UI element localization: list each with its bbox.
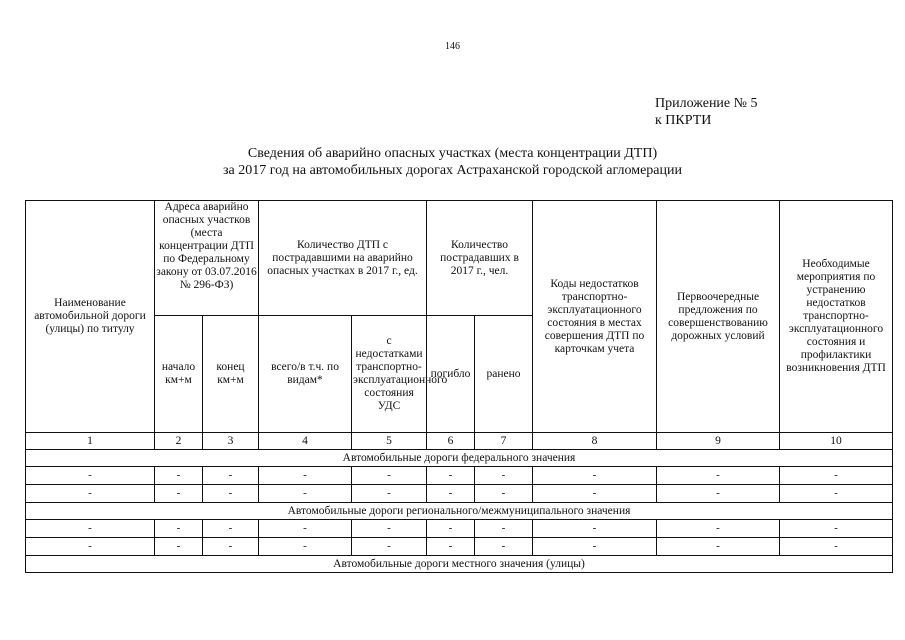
table-cell: - [533, 467, 657, 485]
table-row [26, 485, 893, 503]
document-title [0, 145, 905, 179]
table-cell: - [780, 538, 893, 556]
appendix-line-2: к ПКРТИ [655, 113, 712, 128]
section-title: Автомобильные дороги местного значения (улицы) [26, 556, 893, 573]
table-cell: - [26, 467, 155, 485]
header-codes: Коды недостатков транспортно-эксплуатационного состояния в местах совершения ДТП по карточкам учета [533, 201, 657, 433]
appendix-line-1: Приложение № 5 [655, 96, 758, 111]
table-cell: - [352, 467, 427, 485]
table-cell: - [155, 485, 203, 503]
table-cell: - [780, 467, 893, 485]
table-cell: - [203, 485, 259, 503]
header-end: конец км+м [203, 316, 259, 433]
appendix-label [655, 95, 758, 129]
table-cell: - [427, 538, 475, 556]
column-number: 1 [26, 433, 155, 450]
section-header-row [26, 450, 893, 467]
header-measures: Необходимые мероприятия по устранению недостатков транспортно-эксплуатационного состояния и профилактики возникновения ДТП [780, 201, 893, 433]
table-cell: - [475, 520, 533, 538]
column-number: 4 [259, 433, 352, 450]
header-start: начало км+м [155, 316, 203, 433]
table-row [26, 520, 893, 538]
section-title: Автомобильные дороги регионального/межмуниципального значения [26, 503, 893, 520]
table-cell: - [657, 485, 780, 503]
header-proposals: Первоочередные предложения по совершенствованию дорожных условий [657, 201, 780, 433]
table-cell: - [155, 467, 203, 485]
table-cell: - [352, 520, 427, 538]
table-cell: - [26, 520, 155, 538]
table-cell: - [657, 538, 780, 556]
table-row [26, 538, 893, 556]
header-road-name: Наименование автомобильной дороги (улицы) по титулу [26, 201, 155, 433]
table-cell: - [780, 485, 893, 503]
table-cell: - [203, 520, 259, 538]
table-cell: - [26, 538, 155, 556]
table-cell: - [259, 538, 352, 556]
table-cell: - [155, 520, 203, 538]
table-cell: - [657, 520, 780, 538]
section-header-row [26, 503, 893, 520]
header-victims: Количество пострадавших в 2017 г., чел. [427, 201, 533, 316]
table-row [26, 467, 893, 485]
dangerous-sections-table [25, 200, 893, 573]
table-cell: - [780, 520, 893, 538]
table-cell: - [475, 467, 533, 485]
column-number: 8 [533, 433, 657, 450]
header-accidents-total: всего/в т.ч. по видам* [259, 316, 352, 433]
header-accidents: Количество ДТП с пострадавшими на аварийно опасных участках в 2017 г., ед. [259, 201, 427, 316]
column-number: 3 [203, 433, 259, 450]
table-cell: - [203, 538, 259, 556]
table-cell: - [533, 520, 657, 538]
table-cell: - [427, 467, 475, 485]
column-number: 6 [427, 433, 475, 450]
table-cell: - [259, 467, 352, 485]
column-number: 2 [155, 433, 203, 450]
column-number: 10 [780, 433, 893, 450]
section-header-row [26, 556, 893, 573]
table-cell: - [427, 485, 475, 503]
column-number: 7 [475, 433, 533, 450]
table-cell: - [352, 485, 427, 503]
title-line-2: за 2017 год на автомобильных дорогах Астраханской городской агломерации [223, 163, 682, 178]
table-cell: - [533, 538, 657, 556]
table-cell: - [657, 467, 780, 485]
header-killed: погибло [427, 316, 475, 433]
table-cell: - [203, 467, 259, 485]
column-number: 9 [657, 433, 780, 450]
table-cell: - [533, 485, 657, 503]
column-number: 5 [352, 433, 427, 450]
table-cell: - [427, 520, 475, 538]
title-line-1: Сведения об аварийно опасных участках (места концентрации ДТП) [247, 146, 658, 161]
header-address: Адреса аварийно опасных участков (места концентрации ДТП по Федеральному закону от 03.07.2016 № 296-ФЗ) [155, 201, 259, 316]
table-cell: - [475, 485, 533, 503]
table-cell: - [155, 538, 203, 556]
table-cell: - [475, 538, 533, 556]
section-title: Автомобильные дороги федерального значения [26, 450, 893, 467]
header-injured: ранено [475, 316, 533, 433]
page-number: 146 [445, 41, 460, 52]
column-number-row [26, 433, 893, 450]
table-cell: - [352, 538, 427, 556]
table-cell: - [259, 520, 352, 538]
table-cell: - [26, 485, 155, 503]
header-accidents-uds: с недостатками транспортно-эксплуатационного состояния УДС [352, 316, 427, 433]
table-cell: - [259, 485, 352, 503]
